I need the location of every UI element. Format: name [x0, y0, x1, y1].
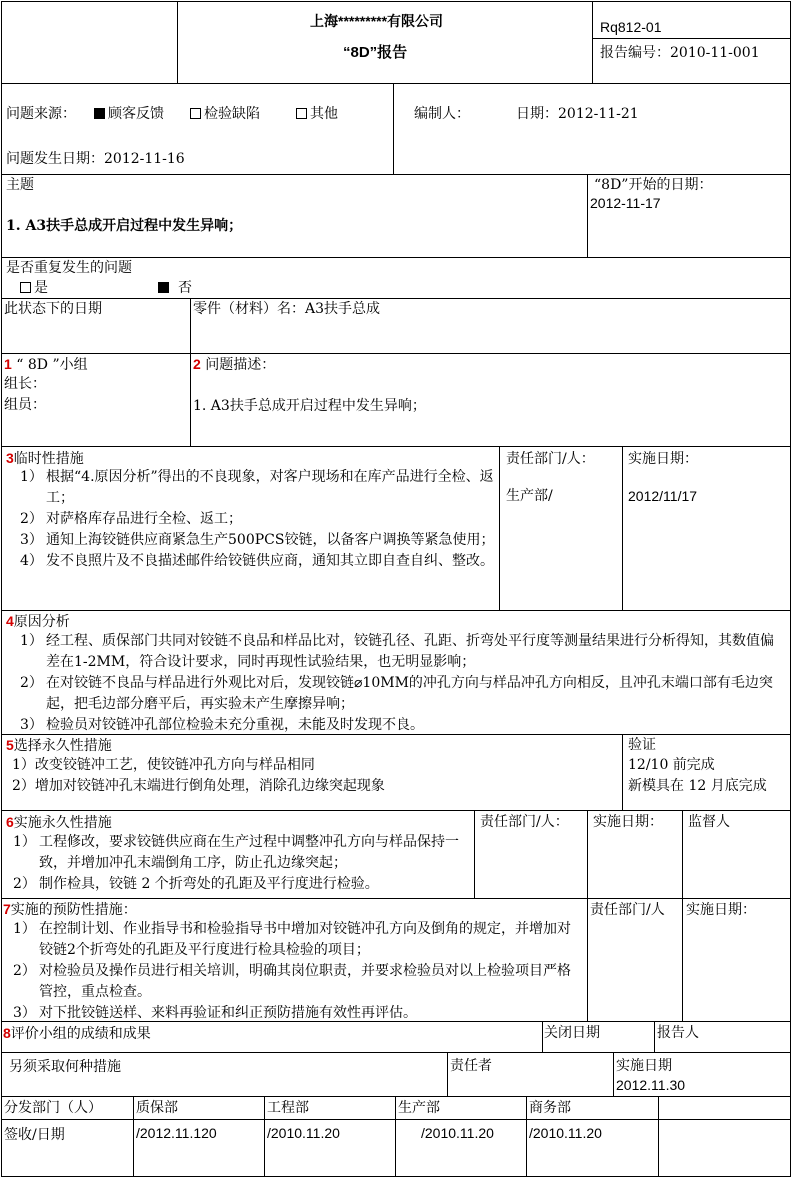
team-title: “ 8D ”小组: [16, 357, 88, 373]
section-number: 1: [4, 356, 12, 372]
other-date-label: 实施日期: [616, 1058, 672, 1074]
status-date-label: 此状态下的日期: [4, 301, 102, 317]
permanent-item: 1）改变铰链冲工艺，使铰链冲孔方向与样品相同: [12, 757, 315, 773]
preventive-resp-label: 责任部门/人: [590, 902, 665, 918]
list-item: 2） 对萨格库存品进行全检、返工；: [20, 511, 242, 527]
list-item: 3） 对下批铰链送样、来料再验证和纠正预防措施有效性再评估。: [13, 1005, 417, 1021]
list-item: 3） 通知上海铰链供应商紧急生产500PCS铰链，以备客户调换等紧急使用；: [20, 532, 495, 548]
source-option-customer[interactable]: [94, 105, 164, 123]
interim-list: [20, 467, 495, 572]
list-item: 3） 检验员对铰链冲孔部位检验未充分重视，未能及时发现不良。: [20, 717, 424, 733]
interim-resp: 生产部/: [506, 488, 553, 504]
other-date: 2012.11.30: [616, 1077, 686, 1093]
dist-empty-cell: [658, 1096, 791, 1120]
compiler-label: 编制人：: [414, 106, 470, 122]
dist-dept: 生产部: [398, 1100, 440, 1116]
repeat-yes-label: 是: [34, 280, 48, 296]
dist-dept: 工程部: [267, 1100, 309, 1116]
implement-date-label: 实施日期：: [593, 814, 663, 830]
header-code-cell: [592, 1, 791, 84]
verify-item: 12/10 前完成: [628, 757, 715, 773]
repeat-no[interactable]: [158, 279, 192, 297]
list-item: 4） 发不良照片及不良描述邮件给铰链供应商，通知其立即自查自纠、整改。: [20, 553, 494, 569]
problem-text: 1. A3扶手总成开启过程中发生异响；: [193, 398, 426, 414]
implement-list: [13, 832, 467, 895]
dist-dept: 质保部: [136, 1100, 178, 1116]
other-measures-label: 另须采取何种措施: [9, 1059, 121, 1075]
source-option-label: 检验缺陷: [204, 106, 260, 122]
report-title: “8D”报告: [343, 44, 408, 61]
verify-label: 验证: [628, 737, 656, 753]
list-item: 1） 经工程、质保部门共同对铰链不良品和样品比对，铰链孔径、孔距、折弯处平行度等测量结果进行分析得知，其数值偏差在1-2MM，符合设计要求，同时再现性试验结果，也无明显影响；: [20, 633, 774, 670]
preventive-list: [13, 919, 580, 1024]
subject-cell: [1, 174, 588, 258]
sign-date: /2010.11.20: [421, 1125, 494, 1141]
subject-text: 1. A3扶手总成开启过程中发生异响；: [6, 218, 243, 234]
start-date: 2012-11-17: [590, 195, 661, 211]
preventive-title: 实施的预防性措施：: [10, 902, 137, 918]
interim-resp-cell: [499, 446, 623, 611]
section-number: 7: [3, 901, 11, 917]
section-number: 5: [6, 737, 14, 753]
list-item: 2） 在对铰链不良品与样品进行外观比对后，发现铰链⌀10MM的冲孔方向与样品冲孔方向相反，且冲孔末端口部有毛边突起，把毛边部分磨平后，再实验未产生摩擦异响；: [20, 675, 773, 712]
team-members-label: 组员：: [4, 397, 46, 413]
checkbox-inspection-defect[interactable]: [190, 108, 201, 119]
problem-title: 问题描述：: [205, 357, 276, 373]
preventive-date-label: 实施日期：: [686, 902, 756, 918]
list-item: 2） 制作检具，铰链 2 个折弯处的孔距及平行度进行检验。: [13, 876, 379, 892]
close-date-label: 关闭日期: [544, 1025, 600, 1041]
interim-date: 2012/11/17: [628, 488, 698, 504]
list-item: 1） 根据“4.原因分析”得出的不良现象，对客户现场和在库产品进行全检、返工；: [20, 469, 494, 506]
section-number: 8: [3, 1025, 11, 1041]
interim-date-cell: [622, 446, 791, 611]
permanent-heading: [6, 736, 112, 755]
permanent-title: 选择永久性措施: [13, 738, 112, 754]
list-item: 1） 工程修改，要求铰链供应商在生产过程中调整冲孔方向与样品保持一致，并增加冲孔末端倒角工序，防止孔边缘突起；: [13, 834, 459, 871]
source-option-inspection[interactable]: [190, 105, 260, 123]
source-option-label: 其他: [310, 106, 338, 122]
evaluation-heading: [3, 1024, 151, 1043]
source-label: 问题来源：: [6, 106, 76, 122]
implement-resp-label: 责任部门/人：: [480, 814, 569, 830]
implement-heading: [6, 813, 112, 832]
list-item: 2） 对检验员及操作员进行相关培训，明确其岗位职责，并要求检验员对以上检验项目严格管控，重点检查。: [13, 963, 571, 1000]
team-leader-label: 组长：: [4, 376, 46, 392]
part-name: 零件（材料）名：A3扶手总成: [193, 301, 381, 317]
list-item: 1） 在控制计划、作业指导书和检验指导书中增加对铰链冲孔方向及倒角的规定，并增加对铰链2个折弯处的孔距及平行度进行检具检验的项目；: [13, 921, 571, 958]
sign-date: /2010.11.20: [529, 1125, 602, 1141]
doc-code: Rq812-01: [600, 19, 662, 35]
report-number: 报告编号：2010-11-001: [600, 45, 760, 61]
interim-resp-label: 责任部门/人：: [506, 451, 595, 467]
sign-empty-cell: [658, 1119, 791, 1177]
implement-title: 实施永久性措施: [13, 815, 112, 831]
implement-supervisor-label: 监督人: [688, 814, 730, 830]
repeat-label: 是否重复发生的问题: [6, 260, 132, 276]
owner-label: 责任者: [450, 1058, 492, 1074]
repeat-yes[interactable]: [20, 279, 48, 297]
sign-label: 签收/日期: [4, 1127, 65, 1143]
company-name: 上海*********有限公司: [310, 13, 444, 29]
interim-heading: [6, 449, 84, 468]
header-code-divider: [592, 38, 791, 39]
source-option-label: 顾客反馈: [108, 106, 164, 122]
compiler-cell: [393, 83, 791, 175]
section-number: 2: [193, 356, 201, 372]
checkbox-other[interactable]: [296, 108, 307, 119]
source-option-other[interactable]: [296, 105, 338, 123]
preventive-heading: [3, 900, 137, 919]
sign-date: /2012.11.120: [136, 1125, 217, 1141]
problem-heading: [193, 355, 275, 374]
compile-date: 日期：2012-11-21: [516, 106, 639, 122]
header-left-cell: [1, 1, 178, 84]
reporter-label: 报告人: [657, 1025, 699, 1041]
interim-title: 临时性措施: [13, 451, 84, 467]
verify-item: 新模具在 12 月底完成: [628, 778, 767, 794]
cause-title: 原因分析: [13, 614, 70, 630]
checkbox-repeat-yes[interactable]: [20, 282, 31, 293]
section-number: 4: [6, 613, 14, 629]
cause-list: [20, 631, 782, 736]
section-number: 6: [6, 814, 14, 830]
sign-date: /2010.11.20: [267, 1125, 340, 1141]
evaluation-title: 评价小组的成绩和成果: [10, 1026, 151, 1042]
occurred-date: 问题发生日期：2012-11-16: [6, 151, 185, 167]
interim-date-label: 实施日期：: [628, 451, 698, 467]
permanent-item: 2）增加对铰链冲孔末端进行倒角处理，消除孔边缘突起现象: [12, 778, 385, 794]
repeat-no-label: 否: [178, 280, 192, 296]
checkbox-customer-feedback[interactable]: [94, 108, 105, 119]
start-date-label: “8D”开始的日期：: [594, 177, 713, 193]
dist-label: 分发部门（人）: [4, 1100, 102, 1116]
team-heading: [4, 355, 88, 374]
dist-dept: 商务部: [529, 1100, 571, 1116]
section-number: 3: [6, 450, 14, 466]
cause-heading: [6, 612, 70, 631]
checkbox-repeat-no[interactable]: [158, 282, 169, 293]
subject-label: 主题: [6, 177, 34, 193]
